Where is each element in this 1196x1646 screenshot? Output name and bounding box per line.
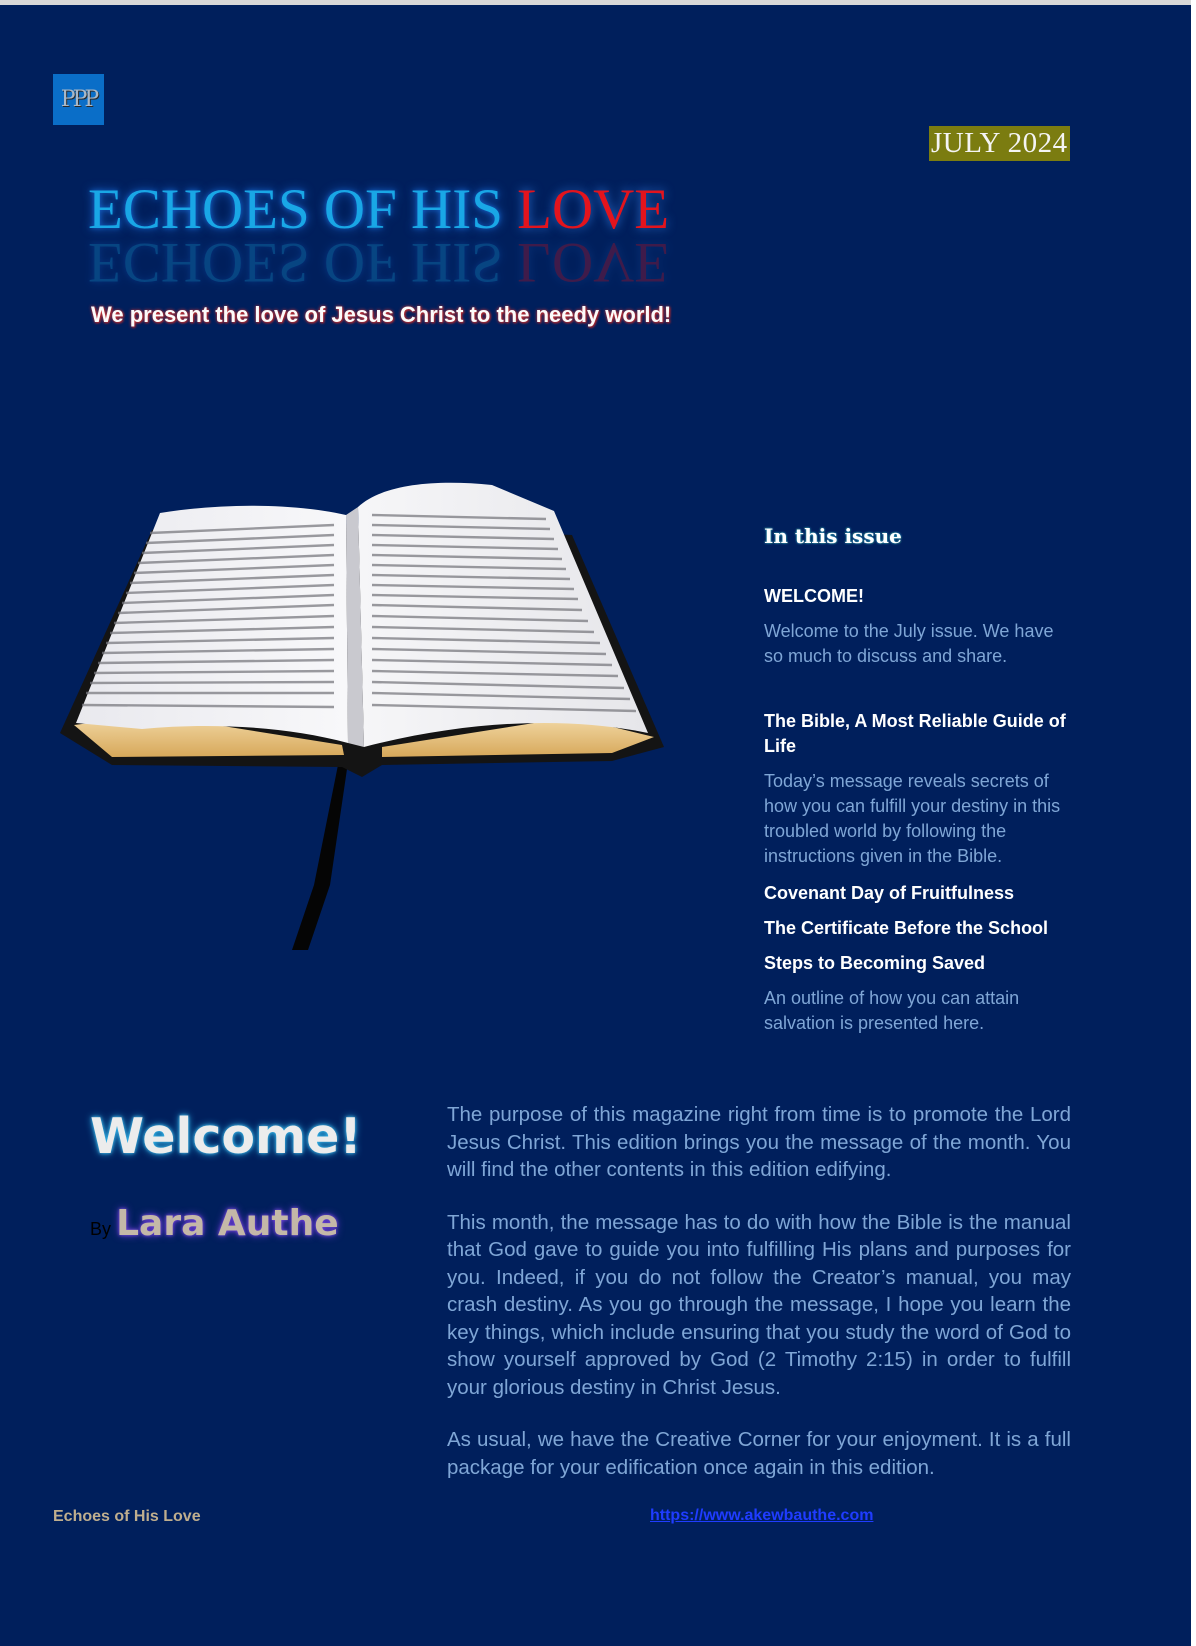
masthead [88,178,728,294]
issue-date-badge: JULY 2024 [931,127,1068,159]
open-bible-image [52,485,682,945]
toc-item-description: An outline of how you can attain salvation is presented here. [764,988,1020,1033]
welcome-heading: Welcome! [90,1108,362,1165]
footer-website-link[interactable]: https://www.akewbauthe.com [650,1507,874,1524]
title-reflection: ECHOES OF HIS LOVE [88,231,670,294]
footer-publication-name: Echoes of His Love [53,1508,201,1525]
toc-item-description: Today’s message reveals secrets of how you can fulfill your destiny in this troubled world by following the instructions given in the Bible. [764,771,1061,866]
toc-item-heading: The Certificate Before the School [764,918,1049,938]
toc-item-steps-saved [764,951,1074,1036]
right-border [1191,0,1196,1646]
toc-item-certificate [764,916,1074,941]
article-paragraph: The purpose of this magazine right from time is to promote the Lord Jesus Christ. This edition brings you the message of the month. You will find the other contents in this edition edifying. [447,1103,1071,1181]
toc-item-covenant-day [764,881,1074,906]
tagline: We present the love of Jesus Christ to the needy world! [91,302,672,327]
title-main-text: ECHOES OF HIS [88,178,518,241]
toc-item-description: Welcome to the July issue. We have so much to discuss and share. [764,621,1054,666]
magazine-title [88,178,728,242]
title-accent-text: LOVE [517,178,670,241]
toc-item-heading: Steps to Becoming Saved [764,953,986,973]
toc-item-heading: WELCOME! [764,586,864,606]
toc-item-bible-guide [764,709,1074,869]
logo-badge: PPP [53,74,104,125]
in-this-issue-panel [764,524,1074,1048]
byline-prefix: By [90,1219,112,1239]
byline [90,1203,339,1244]
toc-item-heading: Covenant Day of Fruitfulness [764,883,1015,903]
toc-item-welcome [764,584,1074,669]
welcome-article [447,1101,1071,1506]
toc-item-heading: The Bible, A Most Reliable Guide of Life [764,711,1066,756]
author-name: Lara Authe [116,1203,339,1244]
toc-title: In this issue [764,524,902,548]
article-paragraph: As usual, we have the Creative Corner for your enjoyment. It is a full package for your edification once again in this edition. [447,1428,1071,1479]
article-paragraph: This month, the message has to do with how the Bible is the manual that God gave to guide you into fulfilling His plans and purposes for you. Indeed, if you do not follow the Creator’s manual, you may crash destiny. As you go through the message, I hope you learn the key things, which include ensuring that you study the word of God to show yourself approved by God (2 Timothy 2:15) in order to fulfill your glorious destiny in Christ Jesus. [447,1210,1071,1399]
